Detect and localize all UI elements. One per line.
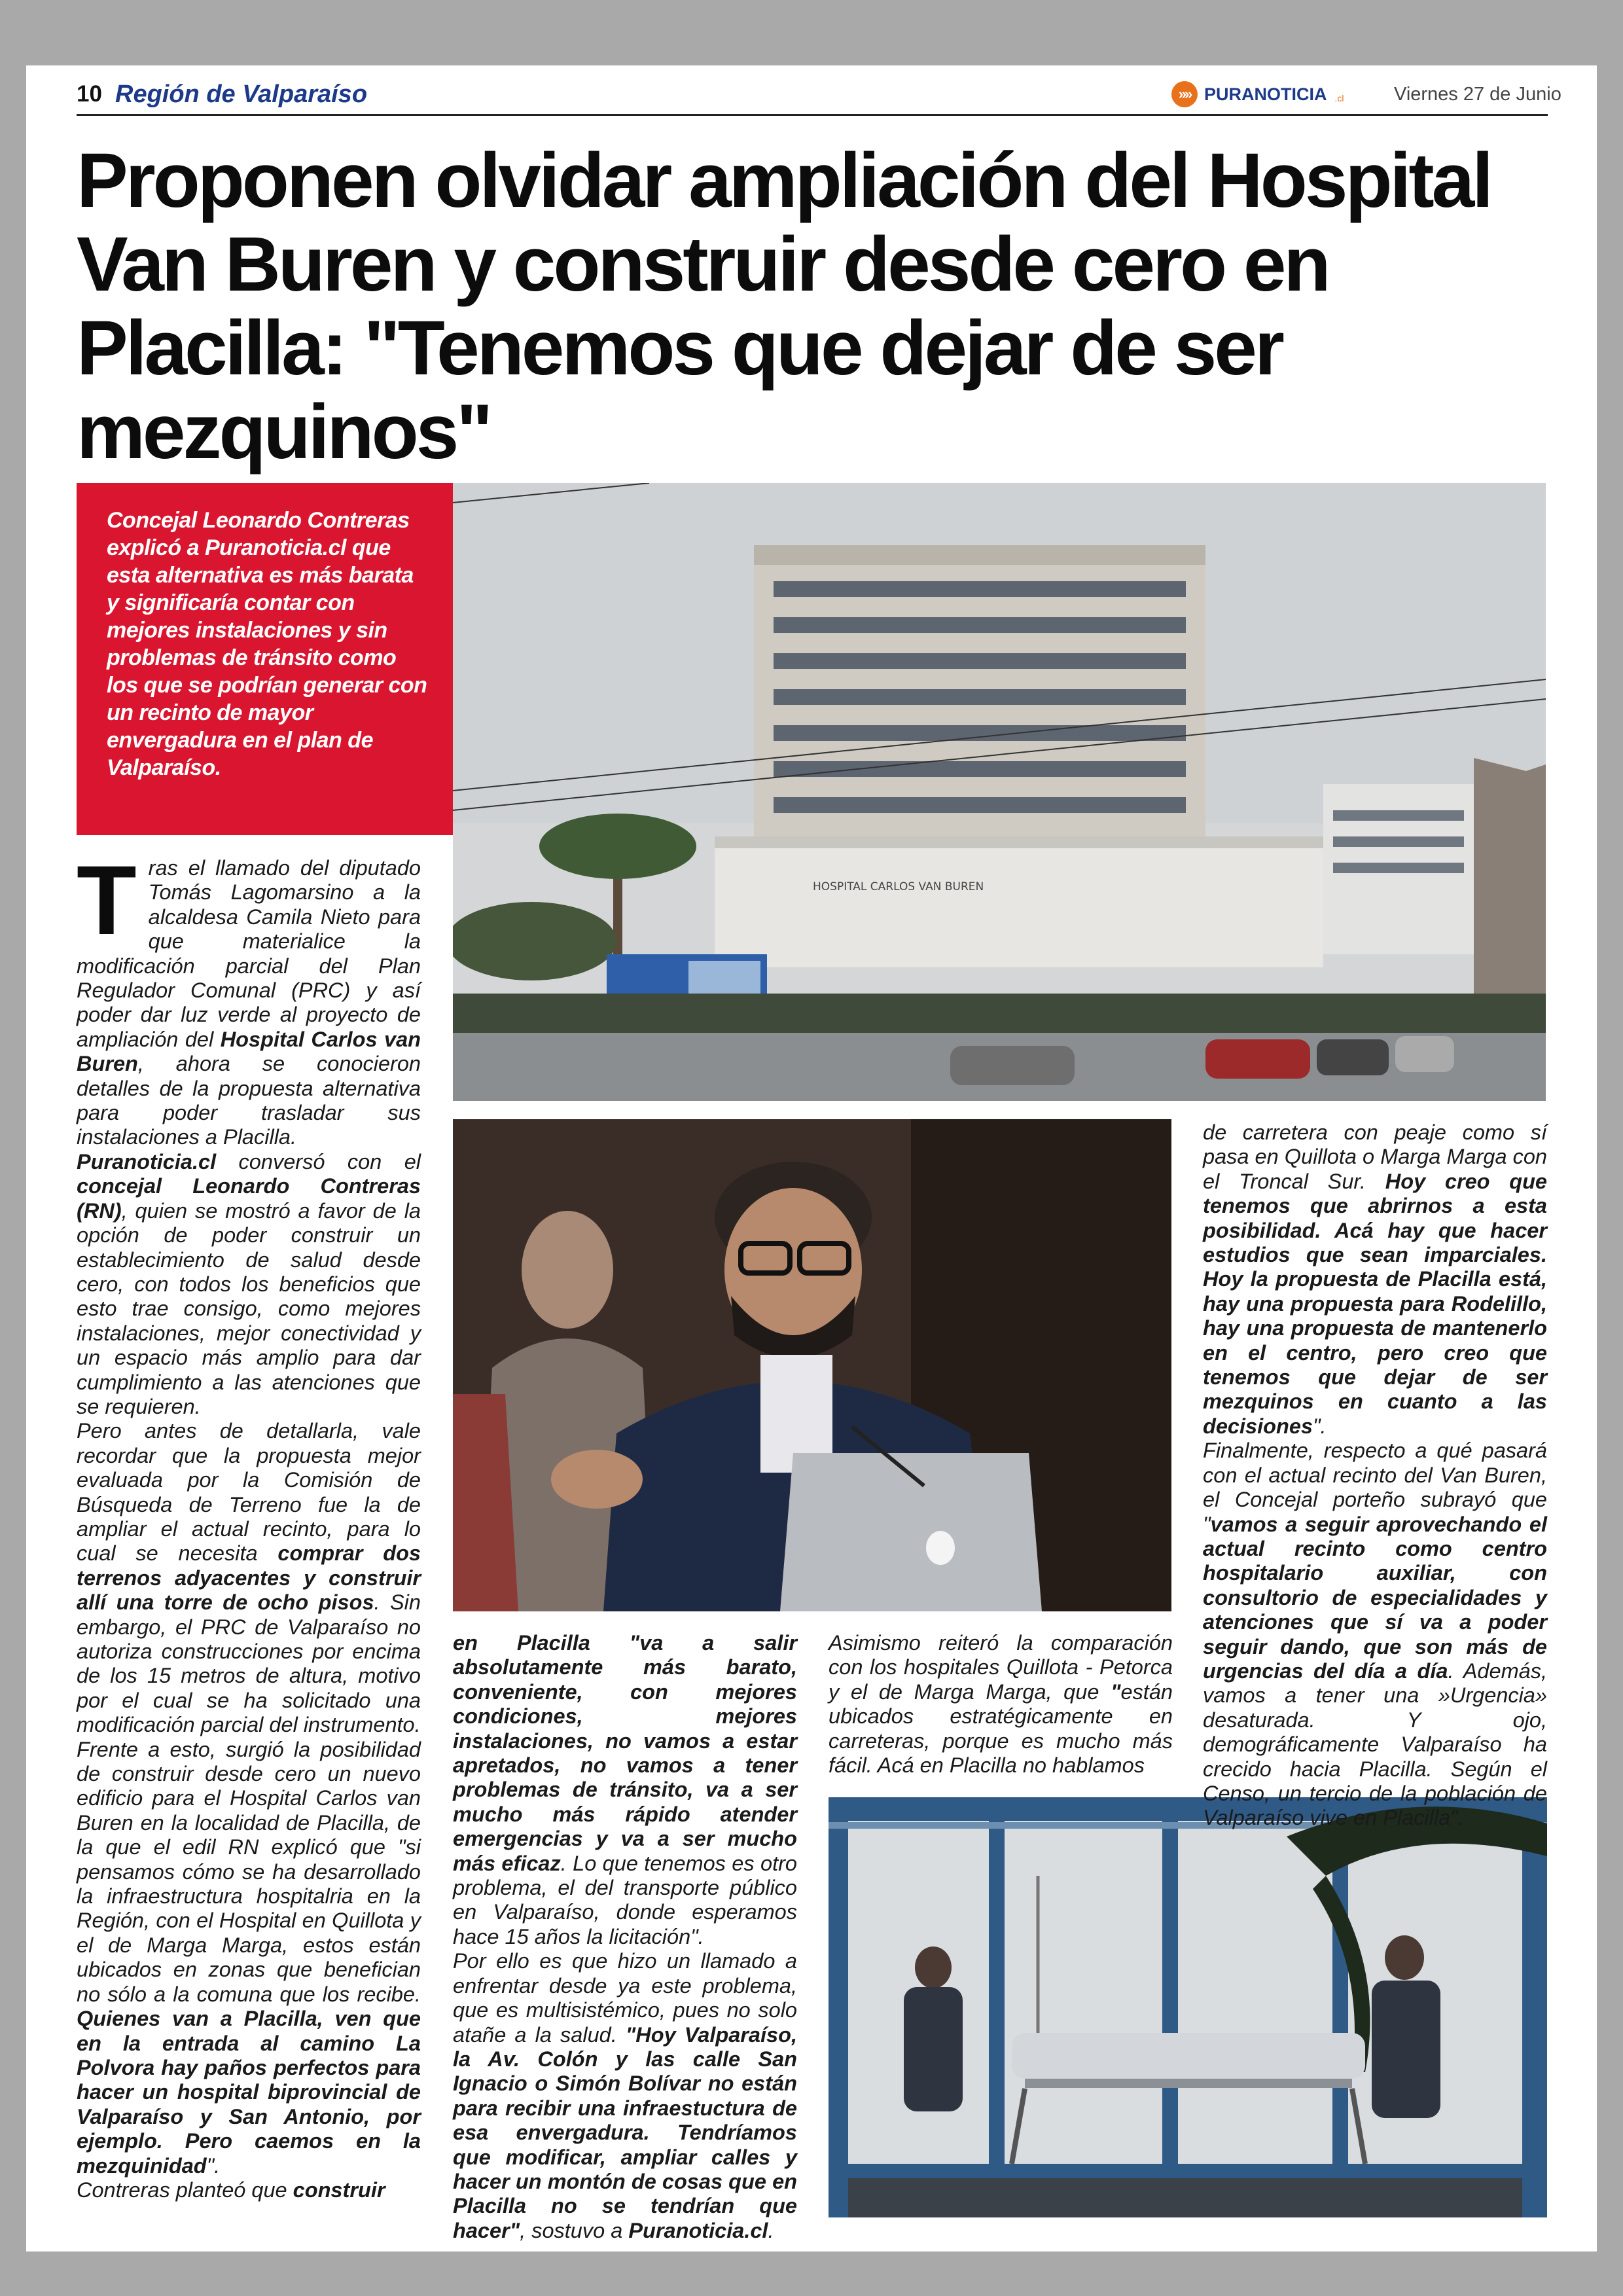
- hospital-sign: HOSPITAL CARLOS VAN BUREN: [813, 880, 984, 893]
- logo-text: PURANOTICIA: [1204, 84, 1327, 104]
- header-divider: [77, 114, 1548, 116]
- article-deck: Concejal Leonardo Contreras explicó a Puranoticia.cl que esta alternativa es más barata y significaría contar con mejores instalaciones y sin problemas de tránsito como los que se podrían generar con un recinto de mayor envergadura en el plan de Valparaíso.: [77, 483, 453, 835]
- councilman-photo: [453, 1119, 1171, 1611]
- issue-date: Viernes 27 de Junio: [1394, 83, 1561, 105]
- paragraph-6: en Placilla "va a salir absolutamente más barato, conveniente, con mejores condiciones, mejores instalaciones, no vamos a estar apretados, no vamos a tener problemas de tránsito, va a ser mucho más rápido atender emergencias y va a ser mucho más eficaz. Lo que tenemos es otro problema, el del transporte público en Valparaíso, donde esperamos hace 15 años la licitación".: [453, 1631, 797, 1948]
- paragraph-2: Puranoticia.cl conversó con el concejal Leonardo Contreras (RN), quien se mostró a favor de la opción de poder construir un establecimiento de salud desde cero, con todos los beneficios que esto trae consigo, como mejores instalaciones, mejor conectividad y un espacio más amplio para dar cumplimiento a las atenciones que se requieren.: [77, 1149, 421, 1418]
- paragraph-3: Pero antes de detallarla, vale recordar que la propuesta mejor evaluada por la Comisión de Búsqueda de Terreno fue la de ampliar el actual recinto, para lo cual se necesita comprar dos terrenos adyacentes y construir allí una torre de ocho pisos. Sin embargo, el PRC de Valparaíso no autoriza construcciones por encima de los 15 metros de altura, motivo por el cual se ha solicitado una modificación parcial del instrumento.: [77, 1419, 421, 1737]
- patient-transfer-photo: [829, 1797, 1547, 2217]
- article-column-4: [1203, 1121, 1547, 1831]
- page-number: 10: [77, 81, 102, 107]
- paragraph-1: ras el llamado del diputado Tomás Lagomarsino a la alcaldesa Camila Nieto para que materialice la modificación parcial del Plan Regulador Comunal (PRC) y así poder dar luz verde al proyecto de ampliación del Hospital Carlos van Buren, ahora se conocieron detalles de la propuesta alternativa para poder trasladar sus instalaciones a Placilla.: [77, 856, 421, 1149]
- article-column-3: [829, 1631, 1173, 1778]
- drop-cap: T: [77, 845, 137, 955]
- paragraph-4: Frente a esto, surgió la posibilidad de construir desde cero un nuevo edificio para el Hospital Carlos van Buren en la localidad de Placilla, de la que el edil RN explicó que "si pensamos cómo se ha desarrollado la infraestructura hospitalria en la Región, con el Hospital en Quillota y el de Marga Marga, estos están ubicados en zonas que benefician no sólo a la comuna que los recibe. Quienes van a Placilla, ven que en la entrada al camino La Polvora hay paños perfectos para hacer un hospital biprovincial de Valparaíso y San Antonio, por ejemplo. Pero caemos en la mezquinidad".: [77, 1737, 421, 2178]
- article-column-1: [77, 845, 421, 2202]
- paragraph-9: de carretera con peaje como sí pasa en Quillota o Marga Marga con el Troncal Sur. Hoy creo que tenemos que abrirnos a esta posibilidad. Acá hay que hacer estudios que sean imparciales. Hoy la propuesta de Placilla está, hay una propuesta para Rodelillo, hay una propuesta de mantenerlo en el centro, pero creo que tenemos que dejar de ser mezquinos en cuanto a las decisiones".: [1203, 1121, 1547, 1438]
- article-column-2: [453, 1631, 797, 2243]
- hospital-building-photo: [453, 483, 1546, 1101]
- logo-suffix: .cl: [1334, 93, 1344, 103]
- paragraph-10: Finalmente, respecto a qué pasará con el actual recinto del Van Buren, el Concejal porteño subrayó que "vamos a seguir aprovechando el actual recinto como centro hospitalario auxiliar, con consultorio de especialidades y atenciones que sí va a poder seguir dando, que son más de urgencias del día a día. Además, vamos a tener una »Urgencia» desaturada. Y ojo, demográficamente Valparaíso ha crecido hacia Placilla. Según el Censo, un tercio de la población de Valparaíso vive en Placilla".: [1203, 1439, 1548, 1830]
- paragraph-5: Contreras planteó que construir: [77, 2178, 385, 2202]
- paragraph-8: Asimismo reiteró la comparación con los hospitales Quillota - Petorca y el de Marga Marga, que "están ubicados estratégicamente en carreteras, porque es mucho más fácil. Acá en Placilla no hablamos: [829, 1631, 1173, 1778]
- logo-chevron-icon: »»: [1171, 81, 1198, 107]
- puranoticia-logo[interactable]: [1171, 77, 1344, 111]
- paragraph-7: Por ello es que hizo un llamado a enfrentar desde ya este problema, que es multisistémico, pues no solo atañe a la salud. "Hoy Valparaíso, la Av. Colón y las calle San Ignacio o Simón Bolívar no están para recibir una infraestuctura de esa envergadura. Tendríamos que modificar, ampliar calles y hacer un montón de cosas que en Placilla no se tendrían que hacer", sostuvo a Puranoticia.cl.: [453, 1949, 797, 2242]
- article-headline: Proponen olvidar ampliación del Hospital Van Buren y construir desde cero en Placilla: "Tenemos que dejar de ser mezquinos": [77, 137, 1491, 475]
- section-title: Región de Valparaíso: [115, 80, 368, 108]
